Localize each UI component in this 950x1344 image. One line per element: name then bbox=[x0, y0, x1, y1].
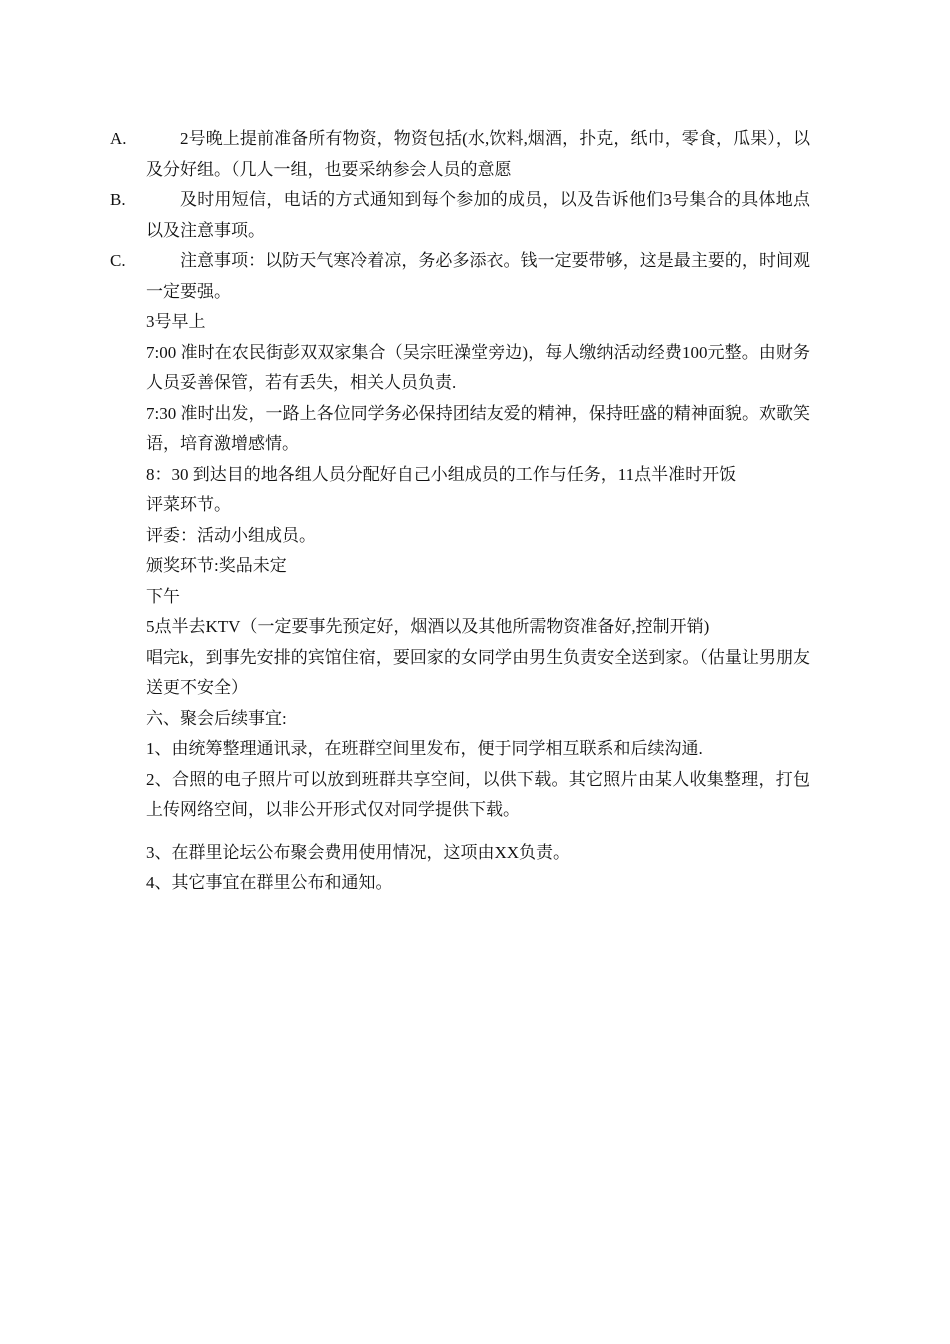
schedule-ktv: 5点半去KTV（一定要事先预定好，烟酒以及其他所需物资准备好,控制开销) bbox=[146, 617, 710, 636]
followup-item-1: 1、由统筹整理通讯录，在班群空间里发布，便于同学相互联系和后续沟通. bbox=[146, 739, 703, 758]
schedule-heading-morning: 3号早上 bbox=[146, 312, 206, 331]
list-item-b bbox=[110, 185, 810, 246]
schedule-hotel: 唱完k，到事先安排的宾馆住宿，要回家的女同学由男生负责安全送到家。（估量让男朋友送更不安全） bbox=[146, 647, 810, 697]
section-heading-followup: 六、聚会后续事宜: bbox=[146, 708, 287, 728]
schedule-0730: 7:30 准时出发，一路上各位同学务必保持团结友爱的精神，保持旺盛的精神面貌。欢歌笑语，培育激增感情。 bbox=[146, 403, 810, 453]
list-marker: B. bbox=[110, 190, 126, 209]
followup-item-4: 4、其它事宜在群里公布和通知。 bbox=[146, 873, 393, 892]
schedule-heading-afternoon: 下午 bbox=[146, 586, 180, 606]
judges-line: 评委：活动小组成员。 bbox=[146, 525, 316, 545]
schedule-0700: 7:00 准时在农民街彭双双家集合（吴宗旺澡堂旁边)，每人缴纳活动经费100元整。由财务人员妥善保管，若有丢失，相关人员负责. bbox=[146, 342, 810, 392]
list-item-text: 及时用短信，电话的方式通知到每个参加的成员，以及告诉他们3号集合的具体地点以及注意事项。 bbox=[146, 190, 810, 240]
list-item-c bbox=[110, 246, 810, 307]
list-item-text: 2号晚上提前准备所有物资，物资包括(水,饮料,烟酒，扑克，纸巾，零食，瓜果），以及分好组。（几人一组，也要采纳参会人员的意愿 bbox=[146, 129, 810, 179]
followup-item-3: 3、在群里论坛公布聚会费用使用情况，这项由XX负责。 bbox=[146, 842, 571, 862]
dish-review-section: 评菜环节。 bbox=[146, 495, 231, 514]
list-marker: A. bbox=[110, 129, 127, 148]
list-marker: C. bbox=[110, 251, 126, 270]
award-line: 颁奖环节:奖品未定 bbox=[146, 556, 287, 575]
list-item-a bbox=[110, 124, 810, 185]
document-body bbox=[110, 124, 810, 899]
followup-item-2: 2、合照的电子照片可以放到班群共享空间，以供下载。其它照片由某人收集整理，打包上传网络空间，以非公开形式仅对同学提供下载。 bbox=[146, 769, 810, 819]
list-item-text: 注意事项：以防天气寒冷着凉，务必多添衣。钱一定要带够，这是最主要的，时间观一定要强。 bbox=[146, 251, 810, 301]
schedule-0830: 8：30 到达目的地各组人员分配好自己小组成员的工作与任务，11点半准时开饭 bbox=[146, 464, 737, 484]
